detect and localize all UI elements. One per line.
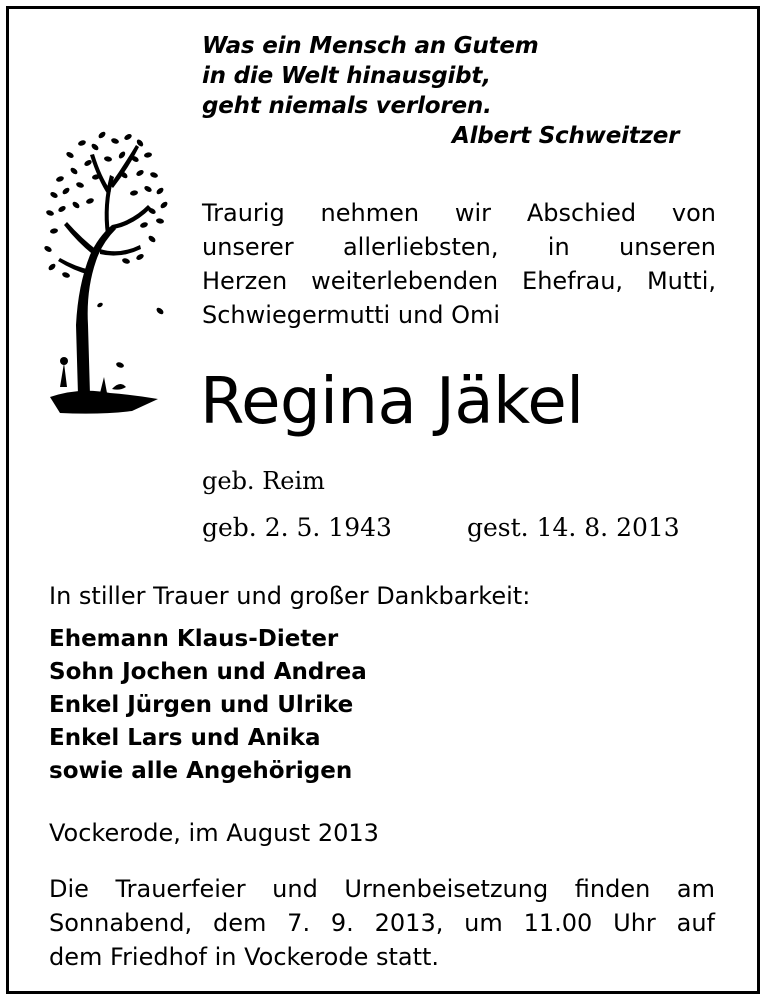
mourners-list (49, 623, 367, 788)
quote-line: geht niemals verloren. (202, 93, 492, 119)
mourner-name: sowie alle Angehörigen (49, 758, 353, 784)
tree-icon (40, 125, 190, 425)
mourner-name: Enkel Jürgen und Ulrike (49, 692, 354, 718)
mourner-name: Enkel Lars und Anika (49, 725, 321, 751)
intro-line: unserer allerliebsten, in unseren (202, 233, 716, 261)
quote-line: in die Welt hinausgibt, (202, 63, 491, 89)
quote (202, 31, 679, 151)
mourner-name: Ehemann Klaus-Dieter (49, 626, 339, 652)
intro-line: Herzen weiterlebenden Ehefrau, Mutti, (202, 267, 716, 295)
deceased-name: Regina Jäkel (200, 365, 584, 439)
service-line: dem Friedhof in Vockerode statt. (49, 943, 440, 971)
quote-author: Albert Schweitzer (452, 123, 680, 149)
intro-line: Traurig nehmen wir Abschied von (202, 199, 716, 227)
service-line: Die Trauerfeier und Urnenbeisetzung finden am (49, 875, 715, 903)
maiden-name: geb. Reim (202, 467, 325, 495)
intro-text (202, 196, 716, 332)
birth-date: geb. 2. 5. 1943 (202, 513, 392, 542)
mourner-name: Sohn Jochen und Andrea (49, 659, 367, 685)
mourners-intro: In stiller Trauer und großer Dankbarkeit: (49, 582, 531, 610)
quote-line: Was ein Mensch an Gutem (202, 33, 539, 59)
place-date: Vockerode, im August 2013 (49, 819, 379, 847)
death-date: gest. 14. 8. 2013 (467, 513, 680, 542)
intro-line: Schwiegermutti und Omi (202, 301, 501, 329)
service-line: Sonnabend, dem 7. 9. 2013, um 11.00 Uhr auf (49, 909, 715, 937)
life-dates (202, 511, 692, 545)
service-info (49, 872, 715, 974)
